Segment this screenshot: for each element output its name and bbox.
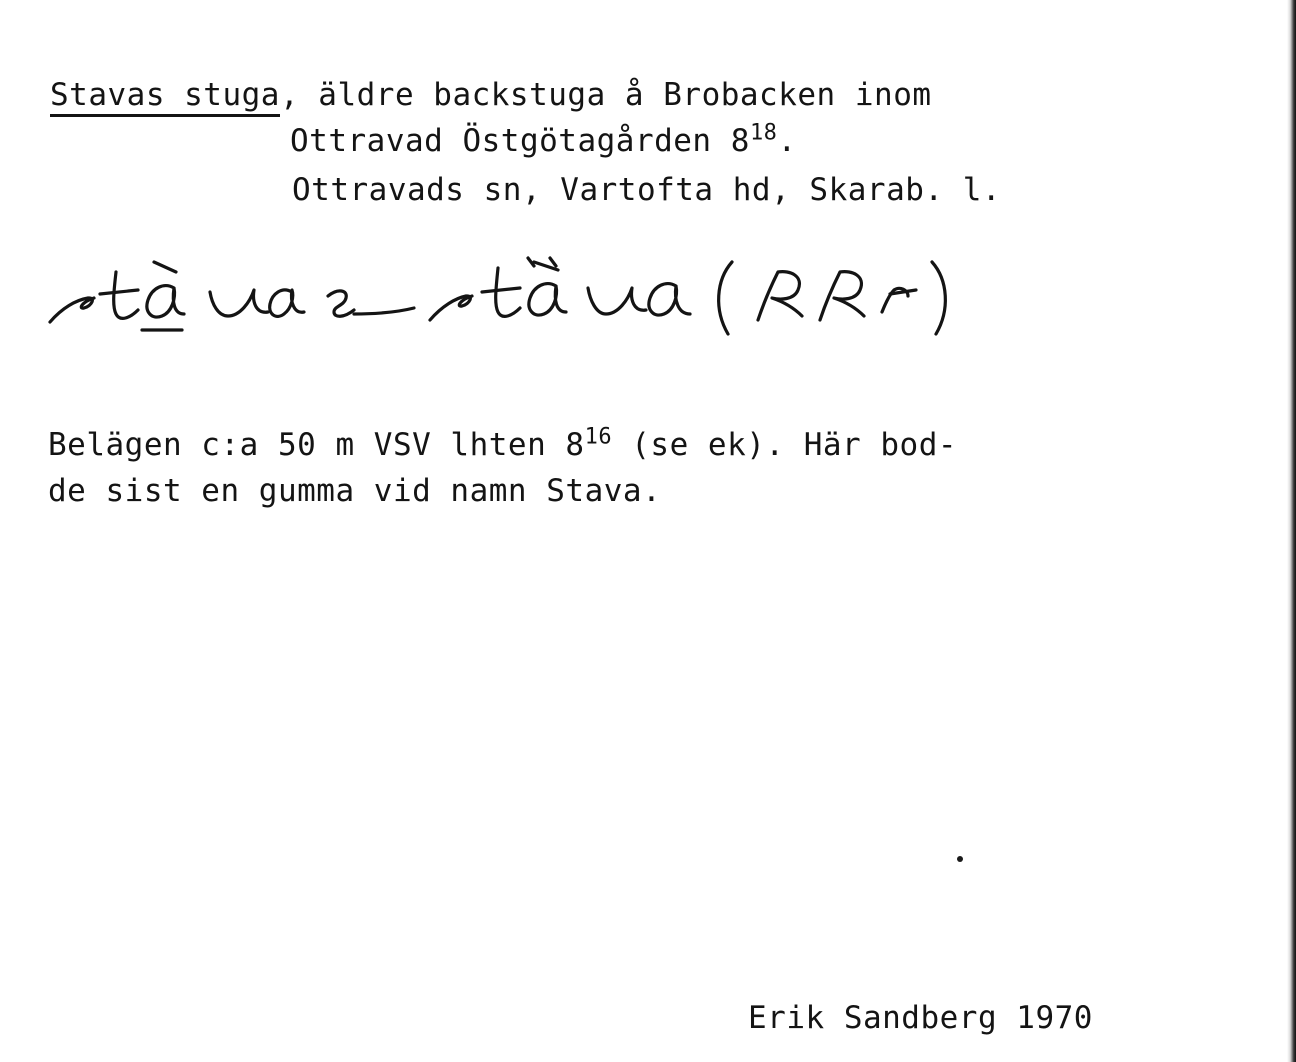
ink-speck xyxy=(957,856,963,862)
handwritten-annotation xyxy=(42,236,962,346)
card-heading-line2-superscript: 18 xyxy=(749,120,778,146)
card-heading-line2-prefix: Ottravad Östgötagården 8 xyxy=(290,123,750,159)
card-body-line1-suffix: (se ek). Här bod- xyxy=(612,427,958,463)
card-signature: Erik Sandberg 1970 xyxy=(748,1000,1093,1036)
card-heading-line-2 xyxy=(290,118,797,164)
card-body-line-1 xyxy=(48,422,957,468)
card-heading-line-1 xyxy=(50,72,932,118)
scan-edge-right xyxy=(1287,0,1296,1062)
card-title-underlined: Stavas stuga xyxy=(50,77,280,117)
card-body-line-2: de sist en gumma vid namn Stava. xyxy=(48,473,662,509)
card-body-line1-superscript: 16 xyxy=(584,424,613,450)
card-body-line1-prefix: Belägen c:a 50 m VSV lhten 8 xyxy=(48,427,585,463)
scan-edge-notch xyxy=(1282,640,1287,680)
card-heading-line2-suffix: . xyxy=(777,123,797,159)
card-heading-rest: , äldre backstuga å Brobacken inom xyxy=(279,77,932,113)
card-heading-line-3: Ottravads sn, Vartofta hd, Skarab. l. xyxy=(292,172,1002,208)
